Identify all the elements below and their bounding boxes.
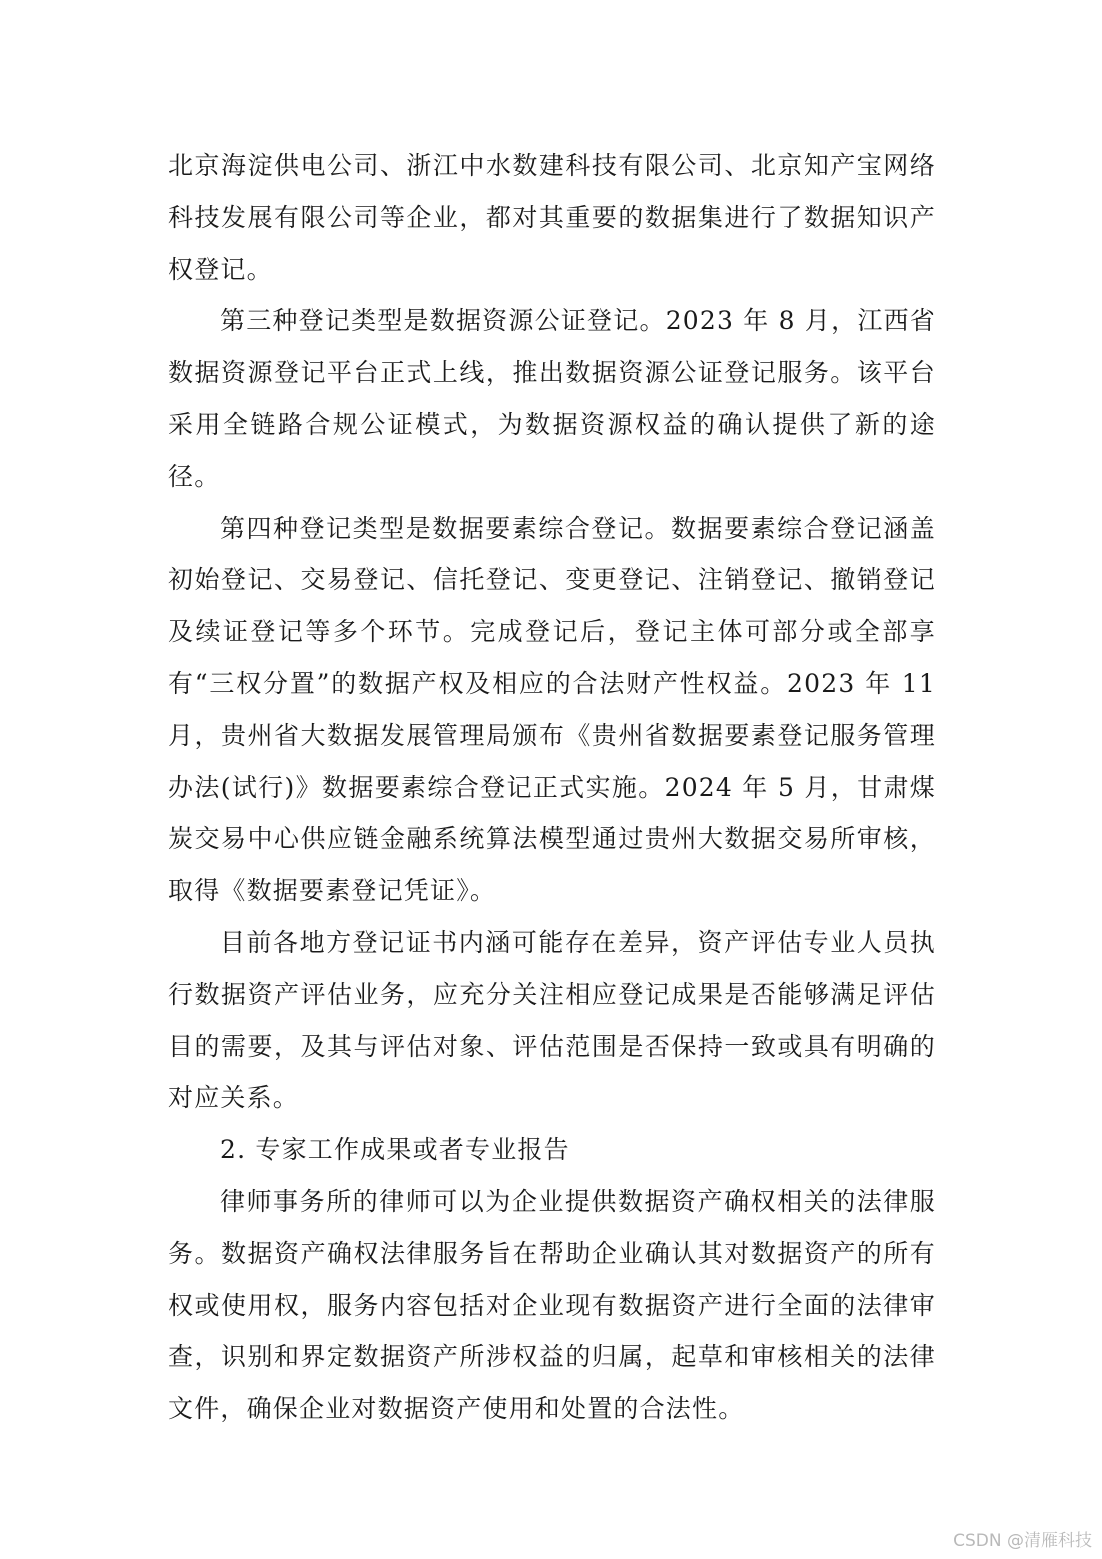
document-page <box>168 140 936 1435</box>
paragraph-continuation: 北京海淀供电公司、浙江中水数建科技有限公司、北京知产宝网络科技发展有限公司等企业，都对其重要的数据集进行了数据知识产权登记。 <box>168 151 936 284</box>
paragraph-legal-services: 律师事务所的律师可以为企业提供数据资产确权相关的法律服务。数据资产确权法律服务旨在帮助企业确认其对数据资产的所有权或使用权，服务内容包括对企业现有数据资产进行全面的法律审查，识别和界定数据资产所涉权益的归属，起草和审核相关的法律文件，确保企业对数据资产使用和处置的合法性。 <box>168 1186 936 1424</box>
csdn-watermark: CSDN @清雁科技 <box>953 1531 1092 1551</box>
paragraph-certificate-differences: 目前各地方登记证书内涵可能存在差异，资产评估专业人员执行数据资产评估业务，应充分关注相应登记成果是否能够满足评估目的需要，及其与评估对象、评估范围是否保持一致或具有明确的对应关系。 <box>168 927 936 1113</box>
paragraph-comprehensive-registration: 第四种登记类型是数据要素综合登记。数据要素综合登记涵盖初始登记、交易登记、信托登记、变更登记、注销登记、撤销登记及续证登记等多个环节。完成登记后，登记主体可部分或全部享有“三权分置”的数据产权及相应的合法财产性权益。2023 年 11 月，贵州省大数据发展管理局颁布《贵州省数据要素登记服务管理办法(试行)》数据要素综合登记正式实施。2024 年 5 月，甘肃煤炭交易中心供应链金融系统算法模型通过贵州大数据交易所审核，取得《数据要素登记凭证》。 <box>168 513 936 906</box>
section-heading: 2. 专家工作成果或者专业报告 <box>220 1135 570 1165</box>
paragraph-notary-registration: 第三种登记类型是数据资源公证登记。2023 年 8 月，江西省数据资源登记平台正式上线，推出数据资源公证登记服务。该平台采用全链路合规公证模式，为数据资源权益的确认提供了新的途径。 <box>168 306 936 491</box>
